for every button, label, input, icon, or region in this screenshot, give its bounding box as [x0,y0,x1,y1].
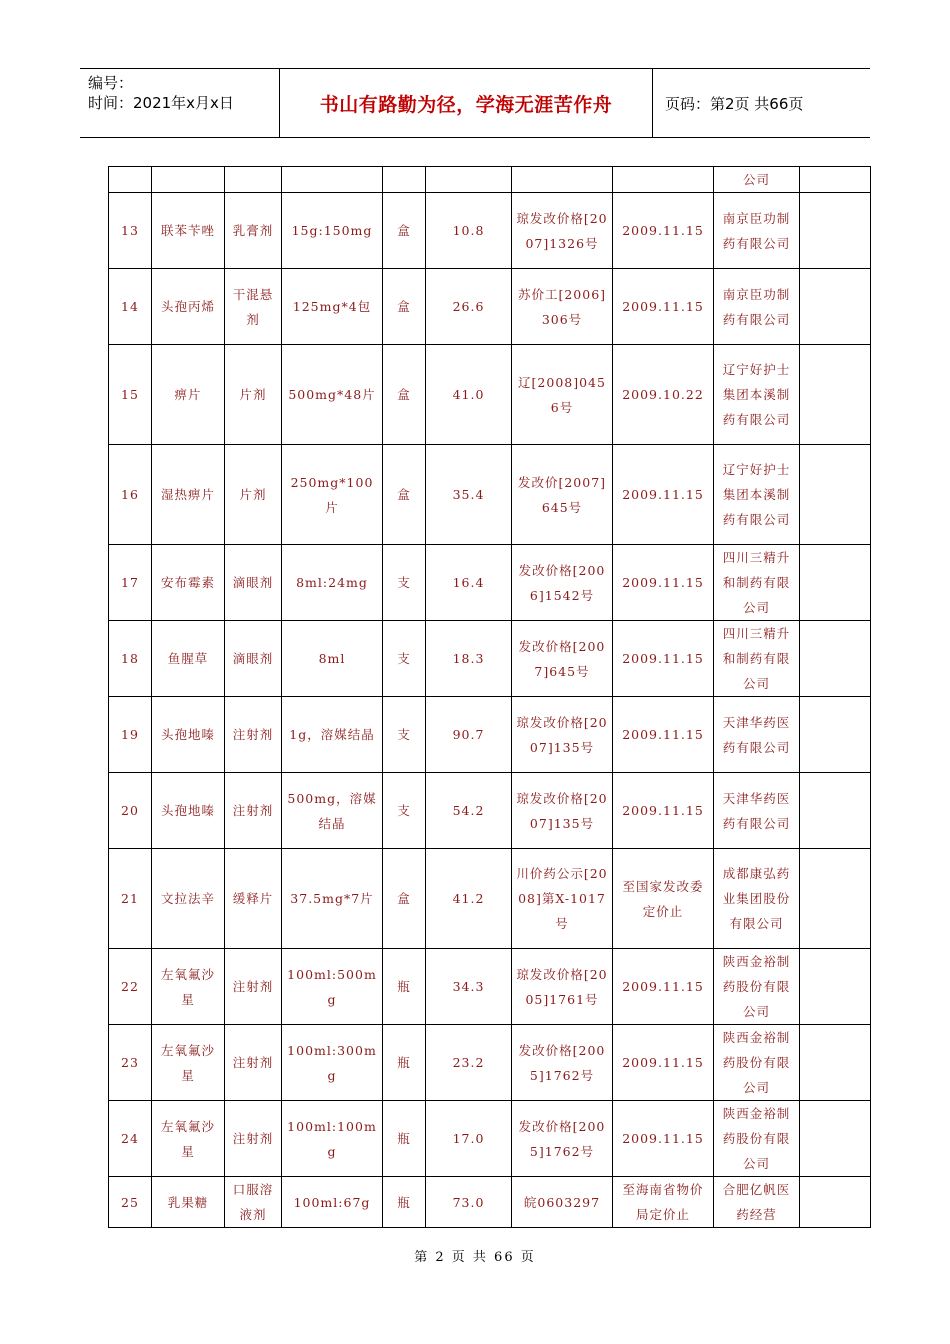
cell-form: 注射剂 [225,1025,282,1101]
table-row [109,167,871,193]
cell-unit: 支 [383,697,426,773]
cell-name: 头孢地嗪 [152,697,225,773]
cell-price: 90.7 [426,697,512,773]
header-meta [80,69,280,137]
cell-name [152,167,225,193]
cell-no: 18 [109,621,152,697]
cell-price: 16.4 [426,545,512,621]
cell-price [426,167,512,193]
cell-name: 左氧氟沙星 [152,1025,225,1101]
cell-form: 缓释片 [225,849,282,949]
cell-no: 15 [109,345,152,445]
cell-spec: 500mg*48片 [282,345,383,445]
cell-date: 2009.11.15 [613,1025,714,1101]
cell-name: 鱼腥草 [152,621,225,697]
cell-date: 2009.11.15 [613,445,714,545]
cell-price: 17.0 [426,1101,512,1177]
cell-company: 四川三精升和制药有限公司 [714,621,800,697]
cell-note [800,773,871,849]
code-label: 编号： [88,74,134,92]
cell-form [225,167,282,193]
cell-form: 口服溶液剂 [225,1177,282,1228]
cell-name: 左氧氟沙星 [152,949,225,1025]
page-header [80,68,870,138]
table-row [109,1101,871,1177]
cell-note [800,1177,871,1228]
cell-company: 南京臣功制药有限公司 [714,269,800,345]
table-row [109,269,871,345]
cell-company: 成都康弘药业集团股份有限公司 [714,849,800,949]
cell-price: 10.8 [426,193,512,269]
cell-note [800,849,871,949]
cell-name: 文拉法辛 [152,849,225,949]
cell-doc: 琼发改价格[2007]135号 [512,773,613,849]
cell-form: 乳膏剂 [225,193,282,269]
table-row [109,849,871,949]
cell-spec: 100ml:67g [282,1177,383,1228]
cell-doc: 发改价格[2007]645号 [512,621,613,697]
table-row [109,621,871,697]
header-page-info: 页码：第2页 共66页 [665,94,804,113]
cell-note [800,1025,871,1101]
cell-name: 安布霉素 [152,545,225,621]
cell-doc: 辽[2008]0456号 [512,345,613,445]
cell-doc: 苏价工[2006]306号 [512,269,613,345]
cell-date: 至国家发改委定价止 [613,849,714,949]
cell-date: 2009.10.22 [613,345,714,445]
cell-no: 17 [109,545,152,621]
cell-price: 54.2 [426,773,512,849]
cell-doc: 皖0603297 [512,1177,613,1228]
cell-name: 湿热痹片 [152,445,225,545]
cell-unit [383,167,426,193]
cell-note [800,193,871,269]
cell-date: 2009.11.15 [613,193,714,269]
cell-date: 2009.11.15 [613,697,714,773]
cell-spec: 8ml [282,621,383,697]
cell-doc: 发改价格[2006]1542号 [512,545,613,621]
cell-note [800,445,871,545]
table-row [109,697,871,773]
table-row [109,445,871,545]
cell-price: 34.3 [426,949,512,1025]
cell-company: 公司 [714,167,800,193]
table-row [109,345,871,445]
cell-spec: 100ml:100mg [282,1101,383,1177]
cell-company: 陕西金裕制药股份有限公司 [714,1101,800,1177]
cell-company: 合肥亿帆医药经营 [714,1177,800,1228]
cell-no: 19 [109,697,152,773]
cell-note [800,697,871,773]
cell-date: 2009.11.15 [613,1101,714,1177]
cell-form: 注射剂 [225,949,282,1025]
cell-note [800,269,871,345]
cell-date: 至海南省物价局定价止 [613,1177,714,1228]
cell-doc: 川价药公示[2008]第X-1017号 [512,849,613,949]
cell-unit: 瓶 [383,1025,426,1101]
cell-price: 18.3 [426,621,512,697]
cell-form: 片剂 [225,445,282,545]
cell-form: 注射剂 [225,697,282,773]
cell-spec [282,167,383,193]
cell-date: 2009.11.15 [613,545,714,621]
cell-form: 片剂 [225,345,282,445]
cell-company: 陕西金裕制药股份有限公司 [714,949,800,1025]
cell-company: 辽宁好护士集团本溪制药有限公司 [714,445,800,545]
cell-date: 2009.11.15 [613,621,714,697]
cell-note [800,949,871,1025]
cell-doc: 琼发改价格[2007]135号 [512,697,613,773]
cell-no [109,167,152,193]
cell-unit: 盒 [383,849,426,949]
cell-name: 左氧氟沙星 [152,1101,225,1177]
cell-unit: 支 [383,621,426,697]
cell-no: 14 [109,269,152,345]
cell-no: 25 [109,1177,152,1228]
cell-unit: 支 [383,773,426,849]
cell-date: 2009.11.15 [613,949,714,1025]
cell-note [800,1101,871,1177]
table-row [109,545,871,621]
table-row [109,949,871,1025]
cell-form: 滴眼剂 [225,545,282,621]
cell-price: 26.6 [426,269,512,345]
cell-spec: 250mg*100片 [282,445,383,545]
cell-company: 辽宁好护士集团本溪制药有限公司 [714,345,800,445]
cell-price: 23.2 [426,1025,512,1101]
cell-doc: 发改价格[2005]1762号 [512,1025,613,1101]
cell-date [613,167,714,193]
cell-name: 联苯苄唑 [152,193,225,269]
cell-spec: 37.5mg*7片 [282,849,383,949]
drug-price-table [108,166,871,1228]
cell-spec: 125mg*4包 [282,269,383,345]
cell-spec: 100ml:500mg [282,949,383,1025]
cell-unit: 瓶 [383,1177,426,1228]
cell-price: 41.2 [426,849,512,949]
cell-doc [512,167,613,193]
cell-price: 73.0 [426,1177,512,1228]
cell-unit: 瓶 [383,1101,426,1177]
table-body [109,167,871,1228]
cell-form: 干混悬剂 [225,269,282,345]
cell-name: 痹片 [152,345,225,445]
cell-date: 2009.11.15 [613,269,714,345]
cell-no: 23 [109,1025,152,1101]
cell-spec: 8ml:24mg [282,545,383,621]
cell-price: 35.4 [426,445,512,545]
cell-note [800,545,871,621]
cell-form: 注射剂 [225,773,282,849]
cell-no: 20 [109,773,152,849]
cell-no: 22 [109,949,152,1025]
cell-no: 16 [109,445,152,545]
cell-company: 陕西金裕制药股份有限公司 [714,1025,800,1101]
cell-unit: 瓶 [383,949,426,1025]
cell-spec: 100ml:300mg [282,1025,383,1101]
cell-no: 21 [109,849,152,949]
cell-spec: 500mg，溶媒结晶 [282,773,383,849]
cell-company: 天津华药医药有限公司 [714,773,800,849]
header-motto: 书山有路勤为径，学海无涯苦作舟 [280,69,653,137]
cell-spec: 15g:150mg [282,193,383,269]
table-row [109,1177,871,1228]
cell-unit: 盒 [383,445,426,545]
cell-note [800,345,871,445]
cell-company: 天津华药医药有限公司 [714,697,800,773]
cell-unit: 盒 [383,193,426,269]
cell-unit: 盒 [383,345,426,445]
cell-doc: 发改价格[2005]1762号 [512,1101,613,1177]
date-label: 时间：2021年x月x日 [88,94,234,112]
cell-doc: 琼发改价格[2007]1326号 [512,193,613,269]
cell-form: 注射剂 [225,1101,282,1177]
cell-company: 四川三精升和制药有限公司 [714,545,800,621]
cell-date: 2009.11.15 [613,773,714,849]
cell-no: 24 [109,1101,152,1177]
cell-name: 乳果糖 [152,1177,225,1228]
table-row [109,773,871,849]
cell-unit: 支 [383,545,426,621]
cell-form: 滴眼剂 [225,621,282,697]
cell-company: 南京臣功制药有限公司 [714,193,800,269]
cell-unit: 盒 [383,269,426,345]
cell-note [800,167,871,193]
cell-name: 头孢地嗪 [152,773,225,849]
cell-spec: 1g，溶媒结晶 [282,697,383,773]
page-footer: 第 2 页 共 66 页 [414,1250,536,1265]
cell-doc: 琼发改价格[2005]1761号 [512,949,613,1025]
cell-price: 41.0 [426,345,512,445]
cell-note [800,621,871,697]
cell-name: 头孢丙烯 [152,269,225,345]
cell-no: 13 [109,193,152,269]
cell-doc: 发改价[2007]645号 [512,445,613,545]
table-row [109,193,871,269]
table-row [109,1025,871,1101]
